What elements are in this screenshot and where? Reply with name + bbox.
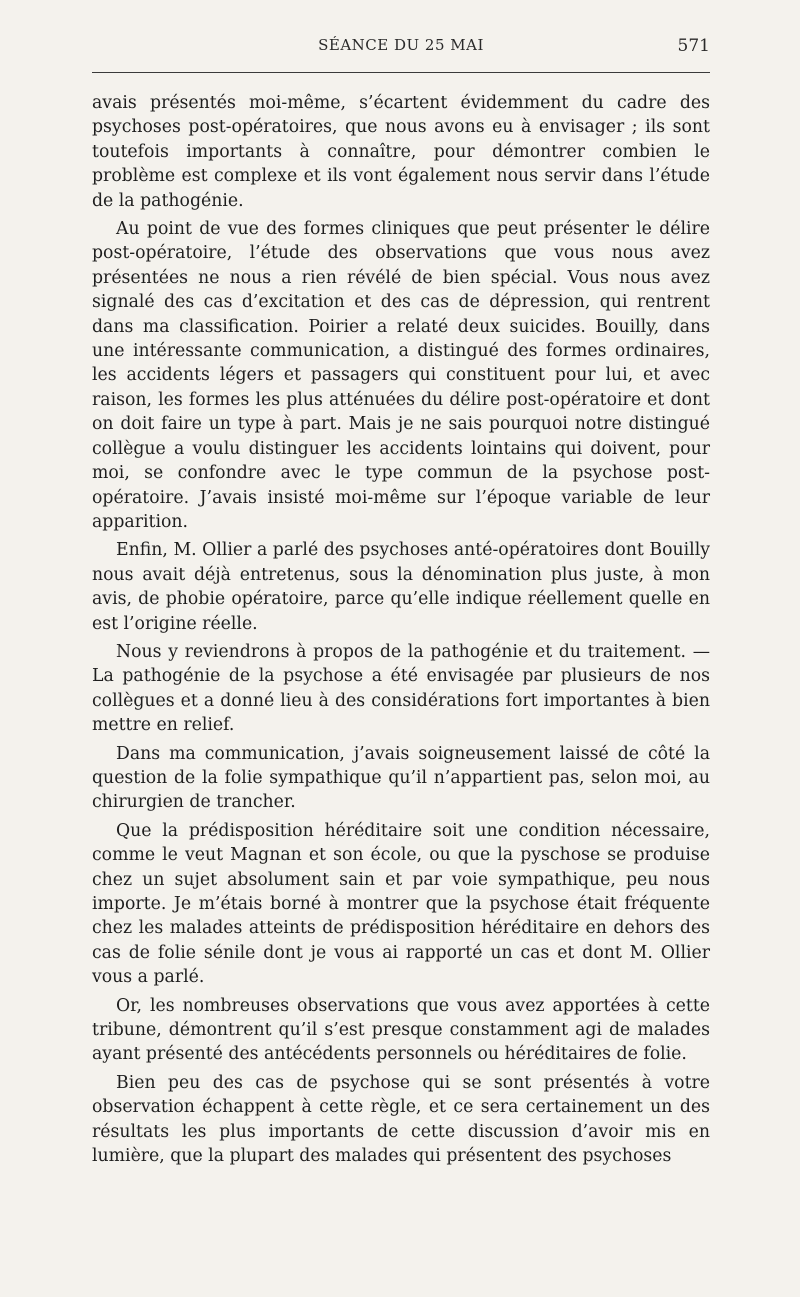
paragraph-observations: Or, les nombreuses observations que vous avez apportées à cette tribune, démontrent qu’il s’est presque constamment agi de malades ayant présenté des antécédents personnels ou héréditaires de folie. (92, 995, 710, 1065)
paragraph-conclusion: Bien peu des cas de psychose qui se sont présentés à votre observation échappent à cette règle, et ce sera certainement un des résultats les plus importants de cette discussion d’avoir mis en lumière, que la plupart des malades qui présentent des psychoses (92, 1072, 710, 1167)
paragraph-ante-operative: Enfin, M. Ollier a parlé des psychoses anté-opératoires dont Bouilly nous avait déjà entretenus, sous la dénomination plus juste, à mon avis, de phobie opératoire, parce qu’elle indique réellement quelle en est l’origine réelle. (92, 540, 710, 634)
page-header (92, 32, 710, 62)
running-title: SÉANCE DU 25 MAI (318, 36, 484, 54)
page-number: 571 (677, 36, 710, 56)
paragraph-hereditary: Que la prédisposition héréditaire soit une condition nécessaire, comme le veut Magnan et son école, ou que la pyschose se produise chez un sujet absolument sain et par voie sympathique, peu nous importe. Je m’étais borné à montrer que la psychose était fréquente chez les malades atteints de prédisposition héréditaire en dehors des cas de folie sénile dont je vous ai rapporté un cas et dont M. Ollier vous a parlé. (92, 820, 710, 988)
paragraph-pathogenesis: Nous y reviendrons à propos de la pathogénie et du traitement. — La pathogénie de la psychose a été envisagée par plusieurs de nos collègues et a donné lieu à des considérations fort importantes à bien mettre en relief. (92, 641, 710, 736)
paragraph-continued: avais présentés moi-même, s’écartent évidemment du cadre des psychoses post-opératoires, que nous avons eu à envisager ; ils sont toutefois importants à connaître, pour démontrer combien le problème est complexe et ils vont également nous servir dans l’étude de la pathogénie. (92, 93, 710, 211)
paragraph-sympathetic-folly: Dans ma communication, j’avais soigneusement laissé de côté la question de la folie sympathique qu’il n’appartient pas, selon moi, au chirurgien de trancher. (92, 743, 710, 813)
paragraph-clinical-forms: Au point de vue des formes cliniques que peut présenter le délire post-opératoire, l’étude des observations que vous nous avez présentées ne nous a rien révélé de bien spécial. Vous nous avez signalé des cas d’excitation et des cas de dépression, qui rentrent dans ma classification. Poirier a relaté deux suicides. Bouilly, dans une intéressante communication, a distingué des formes ordinaires, les accidents légers et passagers qui constituent pour lui, et avec raison, les formes les plus atténuées du délire post-opératoire et dont on doit faire un type à part. Mais je ne sais pourquoi notre distingué collègue a voulu distinguer les accidents lointains qui doivent, pour moi, se confondre avec le type commun de la psychose post-opératoire. J’avais insisté moi-même sur l’époque variable de leur apparition. (92, 219, 710, 532)
body-text (92, 91, 710, 1168)
header-rule (92, 72, 710, 73)
